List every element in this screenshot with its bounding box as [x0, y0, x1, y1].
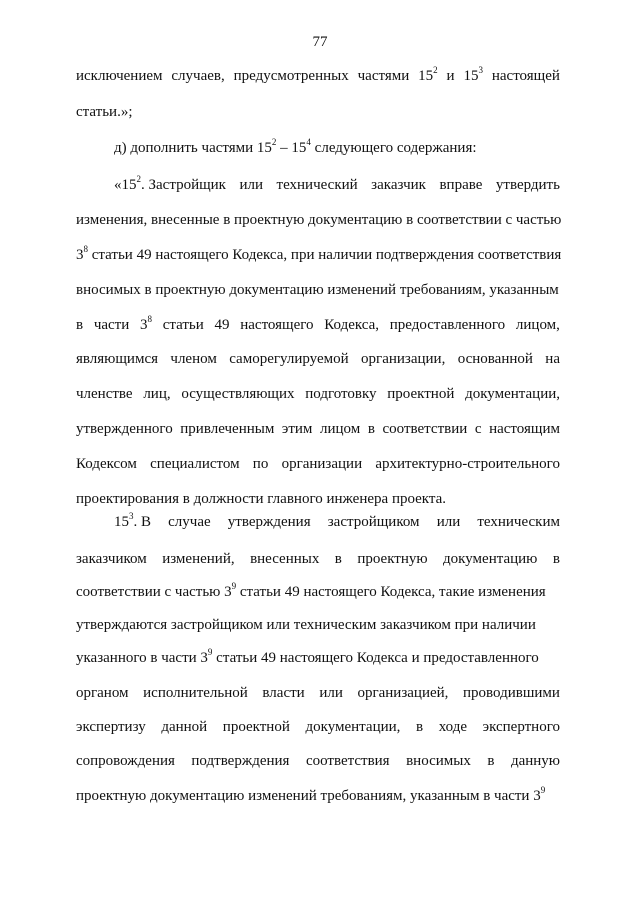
- superscript: 4: [306, 137, 311, 147]
- word: основанной: [457, 351, 533, 367]
- word: лиц,: [143, 386, 171, 402]
- text-fragment: д) дополнить частями 15: [114, 140, 272, 156]
- word: предусмотренных: [233, 68, 349, 84]
- word: вносимых: [406, 753, 471, 769]
- text-line: [76, 245, 560, 265]
- word: заказчиком: [76, 551, 147, 567]
- word: в: [334, 551, 342, 567]
- text-line: изменения, внесенные в проектную документацию в соответствии с частью: [76, 212, 562, 228]
- text-line: [76, 648, 560, 668]
- superscript: 8: [147, 314, 152, 324]
- word: документации,: [465, 386, 560, 402]
- word: проектной: [387, 386, 455, 402]
- word: документации,: [305, 719, 401, 735]
- page-number: 77: [312, 34, 328, 50]
- word: предоставленного: [389, 317, 506, 333]
- word: статьи: [162, 317, 204, 333]
- word: части: [93, 317, 130, 333]
- word: техническим: [477, 514, 560, 530]
- text-line: [76, 717, 560, 737]
- text-fragment: 3: [76, 247, 84, 263]
- text-line: [76, 349, 560, 369]
- word: привлеченным: [180, 421, 275, 437]
- word: [463, 66, 483, 86]
- word: случаев,: [171, 68, 225, 84]
- word: 49: [214, 317, 230, 333]
- word: организацией,: [357, 685, 449, 701]
- word: по: [252, 456, 269, 472]
- text-fragment: проектную документацию изменений требованиям, указанным в части 3: [76, 788, 541, 804]
- word: [114, 512, 151, 532]
- word: [140, 315, 152, 335]
- word: проектной: [222, 719, 290, 735]
- word: архитектурно-строительного: [375, 456, 560, 472]
- text-line: [76, 419, 560, 439]
- text-fragment: указанного в части 3: [76, 650, 208, 666]
- word: в: [416, 719, 424, 735]
- text-line: [76, 549, 560, 569]
- superscript: 9: [207, 647, 213, 657]
- word: с: [474, 421, 482, 437]
- word: на: [545, 351, 560, 367]
- text-fragment: соответствии с частью 3: [76, 584, 232, 600]
- word: в: [487, 753, 495, 769]
- word: экспертизу: [76, 719, 146, 735]
- word: 15: [463, 68, 479, 84]
- word: . В: [133, 514, 152, 530]
- word: исключением: [76, 68, 163, 84]
- word: членом: [170, 351, 217, 367]
- word: или: [436, 514, 461, 530]
- word: данную: [510, 753, 560, 769]
- word: или: [319, 685, 343, 701]
- text-line: [114, 138, 560, 158]
- word: технический: [276, 177, 358, 193]
- word: вправе: [439, 177, 483, 193]
- word: утверждения: [227, 514, 311, 530]
- word: осуществляющих: [181, 386, 295, 402]
- word: организации: [281, 456, 363, 472]
- word: 3: [139, 317, 148, 333]
- text-line: [76, 315, 560, 335]
- word: подтверждения: [191, 753, 290, 769]
- word: настоящей: [491, 68, 560, 84]
- word: и: [446, 68, 455, 84]
- text-fragment: статьи 49 настоящего Кодекса, при наличии подтверждения соответствия: [88, 247, 562, 263]
- word: . Застройщик: [141, 177, 226, 193]
- word: сопровождения: [76, 753, 175, 769]
- text-fragment: статьи 49 настоящего Кодекса и предоставленного: [212, 650, 539, 666]
- text-line: проектирования в должности главного инженера проекта.: [76, 491, 447, 507]
- text-line: утверждаются застройщиком или техническим заказчиком при наличии: [76, 617, 536, 633]
- text-fragment: следующего содержания:: [310, 140, 477, 156]
- word: соответствии: [382, 421, 468, 437]
- word: застройщиком: [327, 514, 420, 530]
- superscript: 3: [478, 65, 483, 75]
- superscript: 2: [271, 137, 277, 147]
- text-line: [76, 384, 560, 404]
- word: в: [367, 421, 375, 437]
- word: утвердить: [495, 177, 560, 193]
- word: подготовку: [305, 386, 377, 402]
- word: частями: [357, 68, 410, 84]
- superscript: 8: [83, 244, 88, 254]
- word: случае: [168, 514, 211, 530]
- superscript: 3: [129, 511, 134, 521]
- word: заказчик: [371, 177, 426, 193]
- word: настоящим: [489, 421, 560, 437]
- word: проектную: [357, 551, 428, 567]
- text-line: вносимых в проектную документацию изменений требованиям, указанным: [76, 282, 559, 298]
- word: Кодекса,: [324, 317, 380, 333]
- text-line: [76, 751, 560, 771]
- word: власти: [262, 685, 305, 701]
- word: соответствия: [305, 753, 390, 769]
- text-line: [76, 66, 560, 86]
- text-fragment: – 15: [276, 140, 307, 156]
- word: органом: [76, 685, 129, 701]
- text-line: [76, 582, 560, 602]
- word: этим: [281, 421, 313, 437]
- word: исполнительной: [143, 685, 248, 701]
- word: 15: [418, 68, 434, 84]
- superscript: 9: [540, 785, 546, 795]
- word: внесенных: [250, 551, 320, 567]
- word: документацию: [443, 551, 538, 567]
- word: в: [76, 317, 84, 333]
- word: членстве: [76, 386, 133, 402]
- word: 15: [114, 514, 129, 530]
- word: лицом,: [515, 317, 560, 333]
- text-line: [76, 454, 560, 474]
- word: в: [552, 551, 560, 567]
- word: саморегулируемой: [229, 351, 349, 367]
- word: являющимся: [76, 351, 159, 367]
- word: или: [239, 177, 264, 193]
- word: Кодексом: [76, 456, 137, 472]
- text-line: [76, 683, 560, 703]
- superscript: 2: [433, 65, 438, 75]
- word: «15: [114, 177, 137, 193]
- word: экспертного: [482, 719, 560, 735]
- text-line: [114, 512, 560, 532]
- word: данной: [161, 719, 208, 735]
- superscript: 2: [136, 174, 141, 184]
- word: специалистом: [150, 456, 240, 472]
- text-line: статьи.»;: [76, 104, 133, 120]
- word: проводившими: [463, 685, 560, 701]
- word: утвержденного: [76, 421, 173, 437]
- superscript: 9: [231, 581, 237, 591]
- word: ходе: [438, 719, 468, 735]
- word: лицом: [320, 421, 361, 437]
- word: настоящего: [240, 317, 314, 333]
- word: [114, 175, 226, 195]
- text-line: [76, 786, 560, 806]
- word: изменений,: [162, 551, 235, 567]
- word: [418, 66, 438, 86]
- text-line: [114, 175, 560, 195]
- word: организации,: [361, 351, 446, 367]
- text-fragment: статьи 49 настоящего Кодекса, такие изменения: [236, 584, 546, 600]
